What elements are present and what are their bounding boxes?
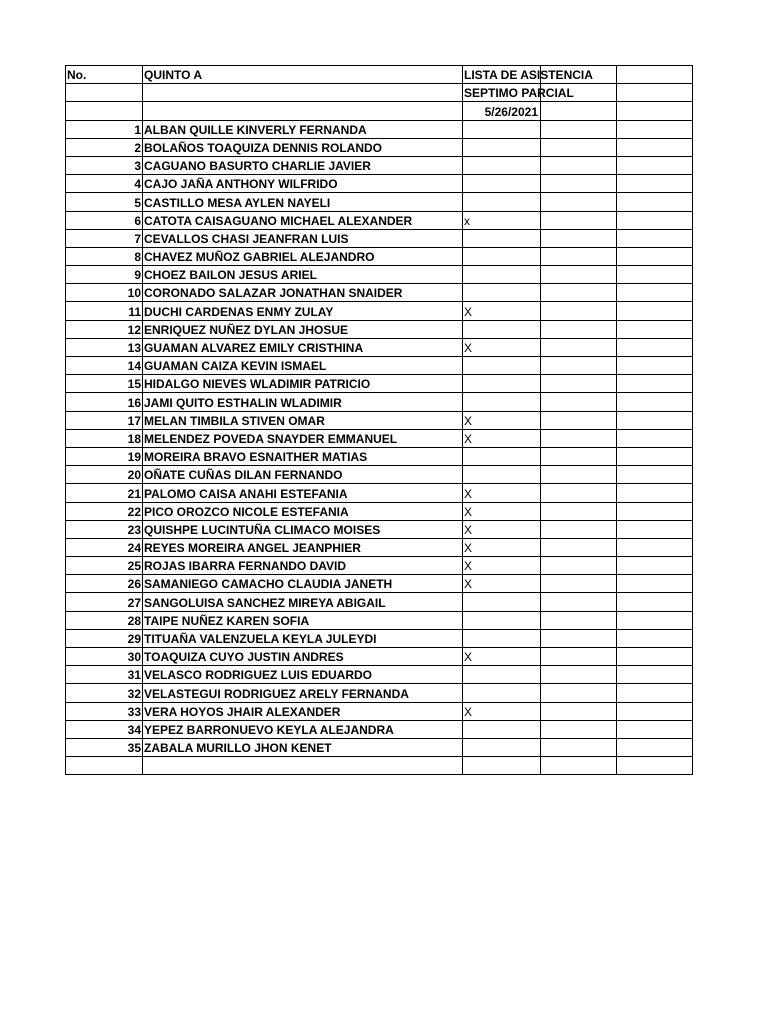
empty-cell — [541, 284, 617, 302]
empty-cell — [541, 429, 617, 447]
attendance-mark: X — [463, 702, 541, 720]
empty-cell — [617, 738, 693, 756]
empty-cell — [541, 484, 617, 502]
student-row — [66, 357, 693, 375]
student-row — [66, 466, 693, 484]
student-number: 2 — [66, 138, 143, 156]
empty-cell — [541, 593, 617, 611]
attendance-mark — [463, 320, 541, 338]
empty-cell — [617, 538, 693, 556]
empty-cell — [541, 357, 617, 375]
student-row — [66, 411, 693, 429]
empty-cell — [617, 393, 693, 411]
student-name: YEPEZ BARRONUEVO KEYLA ALEJANDRA — [143, 720, 463, 738]
attendance-mark — [463, 393, 541, 411]
empty-cell — [541, 229, 617, 247]
attendance-mark — [463, 593, 541, 611]
student-number: 34 — [66, 720, 143, 738]
empty-cell — [617, 484, 693, 502]
empty-cell — [541, 120, 617, 138]
student-row — [66, 520, 693, 538]
attendance-mark — [463, 120, 541, 138]
student-name: QUISHPE LUCINTUÑA CLIMACO MOISES — [143, 520, 463, 538]
class-name: QUINTO A — [143, 66, 463, 84]
empty-cell — [617, 338, 693, 356]
student-row — [66, 720, 693, 738]
student-name: TITUAÑA VALENZUELA KEYLA JULEYDI — [143, 629, 463, 647]
student-number: 25 — [66, 557, 143, 575]
empty-cell — [541, 411, 617, 429]
empty-cell — [617, 757, 693, 775]
attendance-mark: X — [463, 484, 541, 502]
empty-cell — [617, 357, 693, 375]
student-number: 31 — [66, 666, 143, 684]
attendance-mark — [463, 666, 541, 684]
empty-cell — [617, 702, 693, 720]
empty-cell — [541, 575, 617, 593]
student-number: 26 — [66, 575, 143, 593]
empty-cell — [541, 757, 617, 775]
student-name: CHOEZ BAILON JESUS ARIEL — [143, 266, 463, 284]
student-number: 19 — [66, 447, 143, 465]
student-number: 27 — [66, 593, 143, 611]
student-name: CASTILLO MESA AYLEN NAYELI — [143, 193, 463, 211]
student-name: JAMI QUITO ESTHALIN WLADIMIR — [143, 393, 463, 411]
student-row — [66, 684, 693, 702]
empty-cell — [617, 375, 693, 393]
attendance-mark: x — [463, 211, 541, 229]
student-row — [66, 593, 693, 611]
student-number: 28 — [66, 611, 143, 629]
attendance-mark — [463, 357, 541, 375]
student-name: VERA HOYOS JHAIR ALEXANDER — [143, 702, 463, 720]
empty-cell — [617, 629, 693, 647]
empty-cell — [541, 375, 617, 393]
student-row — [66, 375, 693, 393]
empty-cell — [143, 102, 463, 120]
student-number: 8 — [66, 247, 143, 265]
empty-cell — [541, 648, 617, 666]
student-row — [66, 393, 693, 411]
attendance-date: 5/26/2021 — [463, 102, 541, 120]
student-row — [66, 120, 693, 138]
student-row — [66, 320, 693, 338]
student-name: GUAMAN ALVAREZ EMILY CRISTHINA — [143, 338, 463, 356]
student-number: 15 — [66, 375, 143, 393]
student-name: MELENDEZ POVEDA SNAYDER EMMANUEL — [143, 429, 463, 447]
student-number: 12 — [66, 320, 143, 338]
student-name: CORONADO SALAZAR JONATHAN SNAIDER — [143, 284, 463, 302]
student-name: CATOTA CAISAGUANO MICHAEL ALEXANDER — [143, 211, 463, 229]
blank-row — [66, 757, 693, 775]
empty-cell — [617, 502, 693, 520]
empty-cell — [617, 557, 693, 575]
attendance-mark: X — [463, 429, 541, 447]
student-number: 17 — [66, 411, 143, 429]
student-name: PALOMO CAISA ANAHI ESTEFANIA — [143, 484, 463, 502]
attendance-mark: X — [463, 338, 541, 356]
student-name: TAIPE NUÑEZ KAREN SOFIA — [143, 611, 463, 629]
student-name: DUCHI CARDENAS ENMY ZULAY — [143, 302, 463, 320]
attendance-mark — [463, 466, 541, 484]
student-name: ZABALA MURILLO JHON KENET — [143, 738, 463, 756]
empty-cell — [541, 538, 617, 556]
empty-cell — [617, 284, 693, 302]
student-number: 32 — [66, 684, 143, 702]
student-name: CEVALLOS CHASI JEANFRAN LUIS — [143, 229, 463, 247]
student-number: 22 — [66, 502, 143, 520]
header-row-period — [66, 84, 693, 102]
student-row — [66, 266, 693, 284]
student-name: MELAN TIMBILA STIVEN OMAR — [143, 411, 463, 429]
empty-cell — [617, 175, 693, 193]
student-row — [66, 247, 693, 265]
attendance-mark — [463, 720, 541, 738]
student-row — [66, 738, 693, 756]
student-row — [66, 666, 693, 684]
attendance-mark — [463, 247, 541, 265]
student-number: 5 — [66, 193, 143, 211]
student-number: 10 — [66, 284, 143, 302]
empty-cell — [617, 229, 693, 247]
student-row — [66, 611, 693, 629]
student-row — [66, 284, 693, 302]
student-number: 33 — [66, 702, 143, 720]
student-name: ALBAN QUILLE KINVERLY FERNANDA — [143, 120, 463, 138]
student-number: 16 — [66, 393, 143, 411]
student-number: 29 — [66, 629, 143, 647]
student-row — [66, 193, 693, 211]
attendance-table-body — [66, 66, 693, 775]
empty-cell — [66, 102, 143, 120]
empty-cell — [541, 302, 617, 320]
student-row — [66, 175, 693, 193]
attendance-mark — [463, 629, 541, 647]
attendance-mark: X — [463, 302, 541, 320]
student-row — [66, 575, 693, 593]
student-row — [66, 229, 693, 247]
student-row — [66, 538, 693, 556]
student-row — [66, 156, 693, 174]
student-name: OÑATE CUÑAS DILAN FERNANDO — [143, 466, 463, 484]
empty-cell — [617, 411, 693, 429]
empty-cell — [617, 302, 693, 320]
empty-cell — [617, 593, 693, 611]
student-name: VELASTEGUI RODRIGUEZ ARELY FERNANDA — [143, 684, 463, 702]
student-row — [66, 484, 693, 502]
period-label: SEPTIMO PARCIAL — [463, 84, 541, 102]
empty-cell — [617, 102, 693, 120]
student-name: CAJO JAÑA ANTHONY WILFRIDO — [143, 175, 463, 193]
empty-cell — [66, 757, 143, 775]
empty-cell — [541, 629, 617, 647]
student-row — [66, 338, 693, 356]
attendance-mark — [463, 138, 541, 156]
student-name: ENRIQUEZ NUÑEZ DYLAN JHOSUE — [143, 320, 463, 338]
empty-cell — [541, 175, 617, 193]
attendance-mark — [463, 611, 541, 629]
empty-cell — [541, 738, 617, 756]
header-row-date — [66, 102, 693, 120]
col-no-header: No. — [66, 66, 143, 84]
attendance-mark — [463, 375, 541, 393]
attendance-mark — [463, 193, 541, 211]
student-name: ROJAS IBARRA FERNANDO DAVID — [143, 557, 463, 575]
student-row — [66, 502, 693, 520]
empty-cell — [541, 247, 617, 265]
attendance-mark: X — [463, 411, 541, 429]
student-row — [66, 702, 693, 720]
student-number: 3 — [66, 156, 143, 174]
student-name: REYES MOREIRA ANGEL JEANPHIER — [143, 538, 463, 556]
empty-cell — [541, 666, 617, 684]
student-name: GUAMAN CAIZA KEVIN ISMAEL — [143, 357, 463, 375]
student-number: 14 — [66, 357, 143, 375]
student-name: VELASCO RODRIGUEZ LUIS EDUARDO — [143, 666, 463, 684]
student-name: TOAQUIZA CUYO JUSTIN ANDRES — [143, 648, 463, 666]
student-number: 4 — [66, 175, 143, 193]
empty-cell — [541, 266, 617, 284]
empty-cell — [463, 757, 541, 775]
attendance-mark: X — [463, 575, 541, 593]
empty-cell — [617, 320, 693, 338]
empty-cell — [66, 84, 143, 102]
student-number: 30 — [66, 648, 143, 666]
empty-cell — [143, 757, 463, 775]
empty-cell — [617, 429, 693, 447]
empty-cell — [617, 520, 693, 538]
attendance-mark — [463, 229, 541, 247]
student-number: 13 — [66, 338, 143, 356]
empty-cell — [541, 393, 617, 411]
empty-cell — [617, 138, 693, 156]
empty-cell — [617, 84, 693, 102]
student-name: CHAVEZ MUÑOZ GABRIEL ALEJANDRO — [143, 247, 463, 265]
student-number: 6 — [66, 211, 143, 229]
empty-cell — [617, 466, 693, 484]
attendance-table — [65, 65, 693, 775]
empty-cell — [541, 102, 617, 120]
empty-cell — [541, 138, 617, 156]
attendance-mark — [463, 156, 541, 174]
empty-cell — [541, 684, 617, 702]
student-row — [66, 429, 693, 447]
student-number: 9 — [66, 266, 143, 284]
attendance-mark — [463, 284, 541, 302]
student-number: 18 — [66, 429, 143, 447]
empty-cell — [541, 466, 617, 484]
empty-cell — [617, 575, 693, 593]
empty-cell — [617, 648, 693, 666]
student-number: 11 — [66, 302, 143, 320]
empty-cell — [541, 520, 617, 538]
empty-cell — [541, 193, 617, 211]
student-row — [66, 648, 693, 666]
empty-cell — [541, 557, 617, 575]
student-row — [66, 447, 693, 465]
student-row — [66, 557, 693, 575]
empty-cell — [617, 447, 693, 465]
empty-cell — [617, 193, 693, 211]
empty-cell — [541, 338, 617, 356]
student-number: 23 — [66, 520, 143, 538]
empty-cell — [617, 120, 693, 138]
empty-cell — [617, 66, 693, 84]
student-number: 7 — [66, 229, 143, 247]
attendance-mark: X — [463, 557, 541, 575]
student-number: 35 — [66, 738, 143, 756]
student-name: BOLAÑOS TOAQUIZA DENNIS ROLANDO — [143, 138, 463, 156]
student-number: 20 — [66, 466, 143, 484]
student-name: SANGOLUISA SANCHEZ MIREYA ABIGAIL — [143, 593, 463, 611]
student-name: SAMANIEGO CAMACHO CLAUDIA JANETH — [143, 575, 463, 593]
sheet-title: LISTA DE ASISTENCIA — [463, 66, 541, 84]
attendance-mark — [463, 447, 541, 465]
student-row — [66, 629, 693, 647]
attendance-mark — [463, 684, 541, 702]
student-row — [66, 138, 693, 156]
empty-cell — [541, 720, 617, 738]
attendance-mark: X — [463, 648, 541, 666]
student-row — [66, 211, 693, 229]
attendance-mark — [463, 738, 541, 756]
attendance-mark — [463, 266, 541, 284]
empty-cell — [617, 666, 693, 684]
empty-cell — [617, 211, 693, 229]
header-row-title — [66, 66, 693, 84]
empty-cell — [617, 156, 693, 174]
student-name: CAGUANO BASURTO CHARLIE JAVIER — [143, 156, 463, 174]
empty-cell — [541, 320, 617, 338]
attendance-mark: X — [463, 520, 541, 538]
empty-cell — [143, 84, 463, 102]
student-number: 1 — [66, 120, 143, 138]
empty-cell — [541, 211, 617, 229]
student-name: PICO OROZCO NICOLE ESTEFANIA — [143, 502, 463, 520]
empty-cell — [617, 684, 693, 702]
empty-cell — [541, 702, 617, 720]
student-number: 21 — [66, 484, 143, 502]
empty-cell — [617, 720, 693, 738]
empty-cell — [617, 247, 693, 265]
attendance-mark: X — [463, 538, 541, 556]
empty-cell — [541, 502, 617, 520]
student-name: MOREIRA BRAVO ESNAITHER MATIAS — [143, 447, 463, 465]
student-number: 24 — [66, 538, 143, 556]
empty-cell — [541, 447, 617, 465]
empty-cell — [617, 611, 693, 629]
empty-cell — [541, 156, 617, 174]
empty-cell — [617, 266, 693, 284]
attendance-mark — [463, 175, 541, 193]
student-name: HIDALGO NIEVES WLADIMIR PATRICIO — [143, 375, 463, 393]
empty-cell — [541, 611, 617, 629]
student-row — [66, 302, 693, 320]
attendance-mark: X — [463, 502, 541, 520]
